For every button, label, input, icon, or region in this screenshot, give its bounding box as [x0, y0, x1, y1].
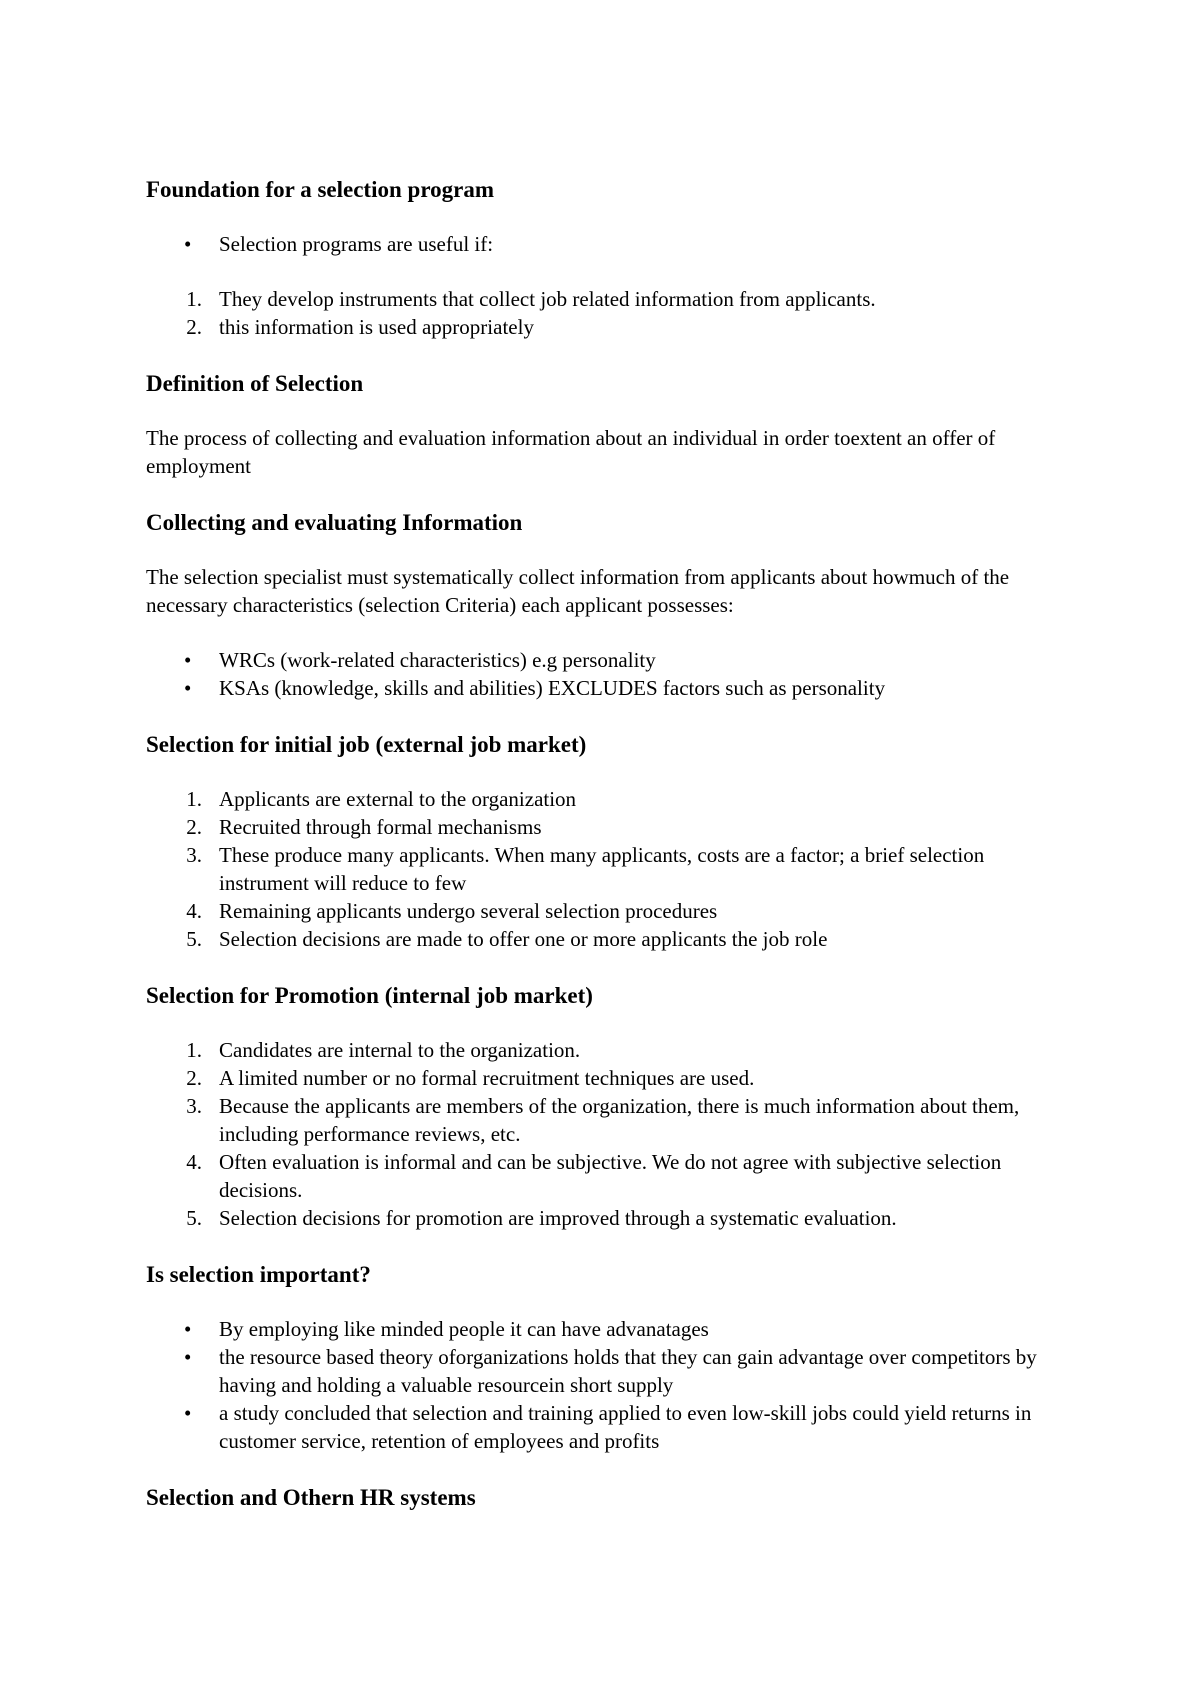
list-item: 2. this information is used appropriately — [186, 315, 534, 339]
list-item: 2. Recruited through formal mechanisms — [186, 815, 542, 839]
list-item: 1. They develop instruments that collect job related information from applicants. — [186, 287, 876, 311]
numbered-list — [146, 285, 1076, 341]
bullet-list — [146, 230, 1076, 258]
list-item: 5. Selection decisions for promotion are improved through a systematic evaluation. — [186, 1206, 897, 1230]
paragraph: The process of collecting and evaluation information about an individual in order toextent an offer of employment — [146, 426, 996, 478]
bullet-list — [146, 1315, 1076, 1455]
numbered-list — [146, 785, 1076, 953]
heading-hr-systems: Selection and Othern HR systems — [146, 1485, 476, 1510]
heading-promotion: Selection for Promotion (internal job market) — [146, 983, 593, 1008]
list-item: • WRCs (work-related characteristics) e.g personality — [146, 646, 1076, 674]
list-item: • a study concluded that selection and training applied to even low-skill jobs could yield returns in customer service, retention of employees and profits — [146, 1399, 1076, 1455]
list-item: 4. Often evaluation is informal and can be subjective. We do not agree with subjective selection decisions. — [186, 1150, 1002, 1202]
list-item: • Selection programs are useful if: — [146, 230, 1076, 258]
heading-foundation: Foundation for a selection program — [146, 177, 494, 202]
list-item: 3. Because the applicants are members of the organization, there is much information about them, including performance reviews, etc. — [186, 1094, 1020, 1146]
paragraph: The selection specialist must systematically collect information from applicants about howmuch of the necessary characteristics (selection Criteria) each applicant possesses: — [146, 565, 1010, 617]
heading-collecting: Collecting and evaluating Information — [146, 510, 523, 535]
list-item: • the resource based theory oforganizations holds that they can gain advantage over competitors by having and holding a valuable resourcein short supply — [146, 1343, 1076, 1399]
list-item: 2. A limited number or no formal recruitment techniques are used. — [186, 1066, 755, 1090]
list-item: 1. Candidates are internal to the organization. — [186, 1038, 581, 1062]
list-item: 5. Selection decisions are made to offer one or more applicants the job role — [186, 927, 828, 951]
list-item: 3. These produce many applicants. When many applicants, costs are a factor; a brief selection instrument will reduce to few — [186, 843, 985, 895]
document-content — [146, 174, 1076, 1514]
heading-initial-job: Selection for initial job (external job market) — [146, 732, 587, 757]
list-item: • By employing like minded people it can have advanatages — [146, 1315, 1076, 1343]
heading-importance: Is selection important? — [146, 1262, 371, 1287]
list-item: 1. Applicants are external to the organization — [186, 787, 577, 811]
heading-definition: Definition of Selection — [146, 371, 364, 396]
numbered-list — [146, 1036, 1076, 1232]
bullet-list — [146, 646, 1076, 702]
list-item: • KSAs (knowledge, skills and abilities) EXCLUDES factors such as personality — [146, 674, 1076, 702]
list-item: 4. Remaining applicants undergo several selection procedures — [186, 899, 718, 923]
